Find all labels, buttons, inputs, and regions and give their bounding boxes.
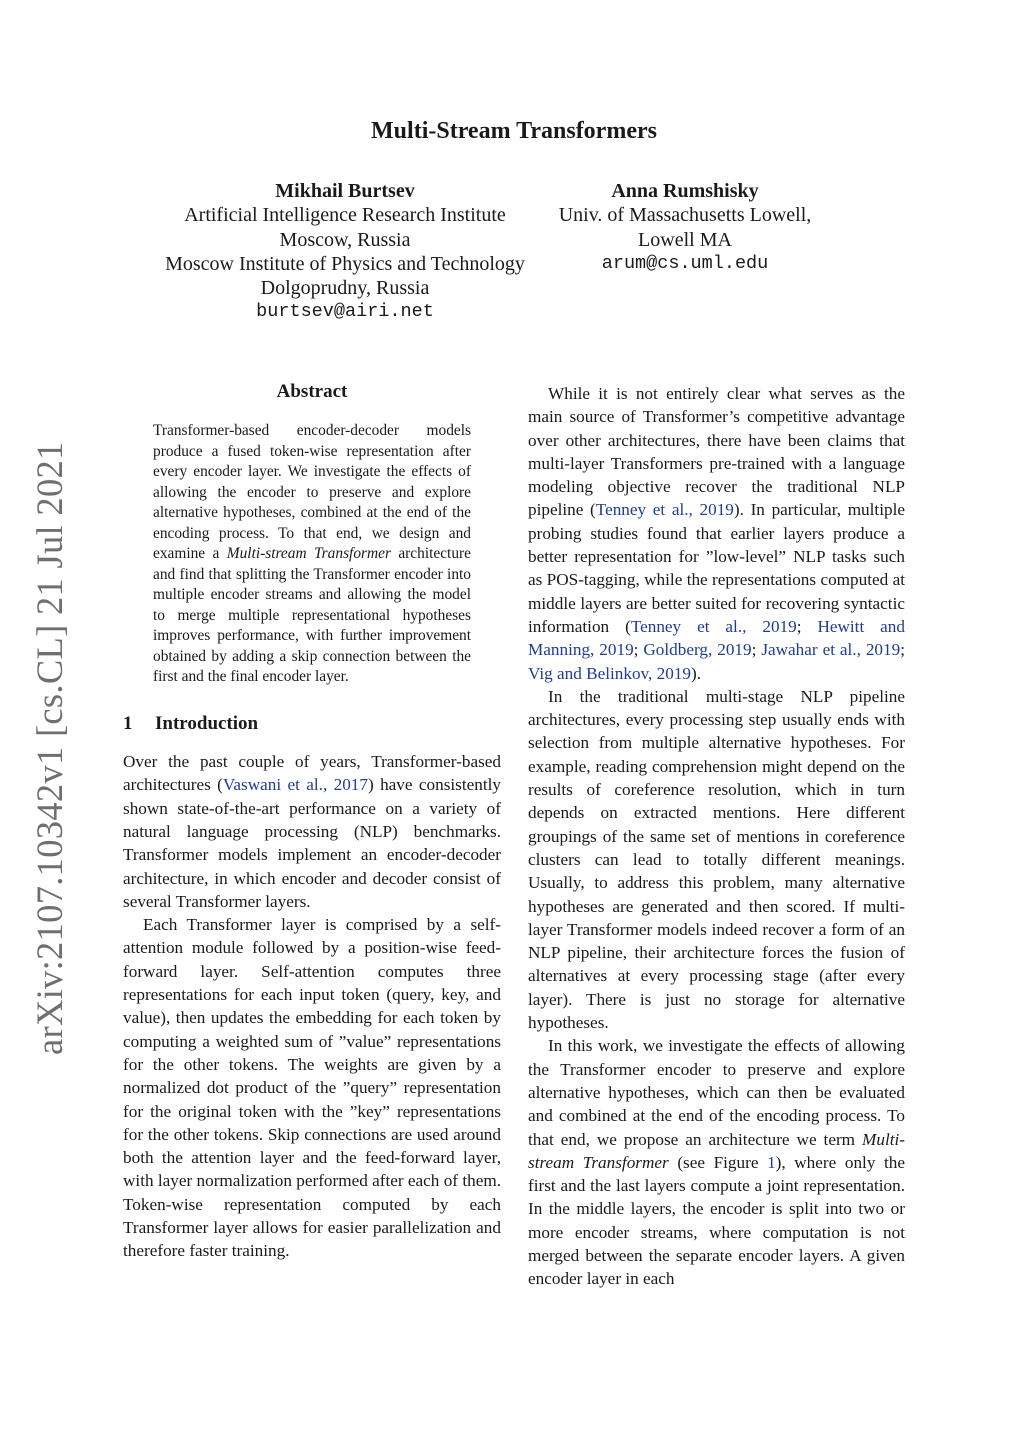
author-email[interactable]: burtsev@airi.net	[256, 301, 434, 323]
citation-link[interactable]: Jawahar et al., 2019	[761, 640, 901, 660]
citation-link[interactable]: Tenney et al., 2019	[595, 500, 734, 520]
section-number: 1	[123, 712, 133, 734]
intro-paragraph-1: Over the past couple of years, Transformer-based architectures (Vaswani et al., 2017) have consistently shown state-of-the-art performance on a variety of natural language processing (NLP) benchmarks. Transformer models implement an encoder-decoder architecture, in which encoder and decoder consist of several Transformer layers.	[123, 752, 502, 911]
citation-link[interactable]: Vig and Belinkov, 2019	[528, 663, 692, 683]
left-column	[123, 380, 501, 1263]
author-block-1	[150, 179, 540, 325]
section-title: Introduction	[155, 712, 259, 734]
emphasis: Multi-stream Transformer	[528, 1129, 905, 1172]
arxiv-identifier-stamp: arXiv:2107.10342v1 [cs.CL] 21 Jul 2021	[29, 441, 70, 1055]
body-paragraph-2: In the traditional multi-stage NLP pipeline architectures, every processing step usually ends with selection from multiple alternative hypotheses. For example, reading comprehension might depend on the results of coreference resolution, which in turn depends on extracted mentions. Here different groupings of the same set of mentions in coreference clusters can lead to totally different meanings. Usually, to address this problem, many alternative hypotheses are generated and then scored. If multi-layer Transformer models indeed recover a form of an NLP pipeline, their architecture forces the fusion of alternatives at every processing stage (after every layer). There is just no storage for alternative hypotheses.	[528, 686, 905, 1033]
figure-reference-link[interactable]: 1	[767, 1152, 776, 1172]
author-affiliation: Moscow, Russia	[279, 228, 411, 251]
author-name: Anna Rumshisky	[611, 180, 759, 202]
citation-link[interactable]: Goldberg, 2019	[643, 640, 752, 660]
author-affiliation: Moscow Institute of Physics and Technology	[165, 252, 525, 275]
section-heading-introduction	[123, 712, 501, 735]
citation-link[interactable]: Hewitt and Manning, 2019	[528, 616, 905, 660]
abstract-heading: Abstract	[276, 381, 348, 402]
citation-link[interactable]: Tenney et al., 2019	[630, 616, 797, 636]
author-name: Mikhail Burtsev	[275, 180, 415, 202]
citation-link[interactable]: Vaswani et al., 2017	[222, 775, 368, 795]
right-column	[528, 382, 905, 1291]
author-affiliation: Dolgoprudny, Russia	[260, 277, 430, 300]
emphasis: Multi-stream Transformer	[226, 545, 391, 563]
author-affiliation: Univ. of Massachusetts Lowell,	[558, 204, 812, 227]
body-paragraph-1: While it is not entirely clear what serves as the main source of Transformer’s competitive advantage over other architectures, there have been claims that multi-layer Transformers pre-trained with a language modeling objective recover the traditional NLP pipeline (Tenney et al., 2019). In particular, multiple probing studies found that earlier layers produce a better representation for ”low-level” NLP tasks such as POS-tagging, while the representations computed at middle layers are better suited for recovering syntactic information (Tenney et al., 2019; Hewitt and Manning, 2019; Goldberg, 2019; Jawahar et al., 2019; Vig and Belinkov, 2019).	[528, 384, 905, 683]
intro-paragraph-2: Each Transformer layer is comprised by a self-attention module followed by a position-wise feed-forward layer. Self-attention computes three representations for each input token (query, key, and value), then updates the embedding for each token by computing a weighted sum of ”value” representations for the other tokens. The weights are given by a normalized dot product of the ”query” representation for the original token with the ”key” representations for the other tokens. Skip connections are used around both the attention layer and the feed-forward layer, with layer normalization performed after each of them. Token-wise representation computed by each Transformer layer allows for easier parallelization and therefore faster training.	[123, 915, 501, 1261]
paper-title: Multi-Stream Transformers	[371, 118, 657, 144]
body-paragraph-3: In this work, we investigate the effects of allowing the Transformer encoder to preserve and explore alternative hypotheses, which can then be evaluated and combined at the end of the encoding process. To that end, we propose an architecture we term Multi-stream Transformer (see Figure 1), where only the first and the last layers compute a joint representation. In the middle layers, the encoder is split into two or more encoder streams, where computation is not merged between the separate encoder layers. A given encoder layer in each	[528, 1036, 906, 1289]
author-affiliation: Lowell MA	[638, 228, 732, 251]
author-email[interactable]: arum@cs.uml.edu	[601, 252, 769, 274]
author-block-2	[540, 179, 830, 276]
abstract-text: Transformer-based encoder-decoder models produce a fused token-wise representation after every encoder layer. We investigate the effects of allowing the encoder to preserve and explore alternative hypotheses, combined at the end of the encoding process. To that end, we design and examine a Multi-stream Transformer architecture and find that splitting the Transformer encoder into multiple encoder streams and allowing the model to merge multiple representational hypotheses improves performance, with further improvement obtained by adding a skip connection between the first and the final encoder layer.	[153, 422, 471, 686]
author-affiliation: Artificial Intelligence Research Institute	[184, 204, 506, 227]
